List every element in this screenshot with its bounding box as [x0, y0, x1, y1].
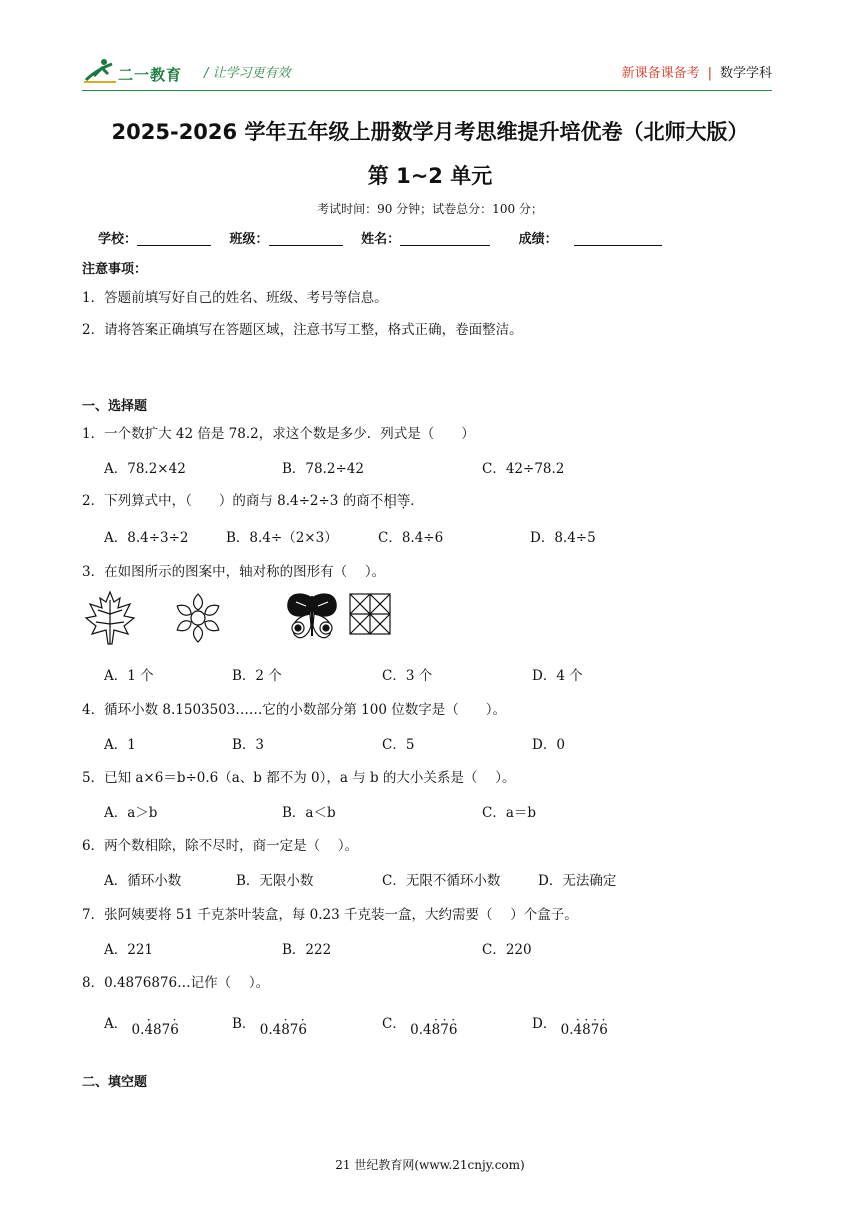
notice-heading: 注意事项：	[82, 262, 148, 277]
q8-option-d-label: D．	[532, 1016, 557, 1032]
q2-emphasis-char: 等	[396, 493, 411, 509]
header-separator: |	[707, 66, 712, 81]
q8-option-c[interactable]	[382, 1012, 458, 1038]
q7-option-a[interactable]: A．221	[104, 942, 154, 958]
header-divider	[82, 90, 772, 91]
digit: · 4	[144, 1022, 153, 1038]
pinwheel-figure	[350, 594, 390, 634]
q8-option-a-label: A．	[104, 1016, 128, 1032]
school-label: 学校：	[98, 232, 138, 247]
exam-info: 考试时间：90 分钟；试卷总分：100 分；	[317, 202, 543, 216]
notice-item: 1．答题前填写好自己的姓名、班级、考号等信息。	[82, 290, 388, 306]
q8-option-b[interactable]	[232, 1012, 307, 1038]
digit: .	[569, 1022, 574, 1038]
digit: 0	[560, 1022, 570, 1038]
notice-item: 2．请将答案正确填写在答题区域，注意书写工整，格式正确，卷面整洁。	[82, 322, 523, 338]
question-5: 5．已知 a×6＝b÷0.6（a、b 都不为 0），a 与 b 的大小关系是（ ）。	[82, 770, 516, 786]
class-label: 班级：	[229, 232, 269, 247]
question-1: 1．一个数扩大 42 倍是 78.2，求这个数是多少．列式是（ ）	[82, 426, 475, 442]
header-subject: 数学学科	[719, 66, 772, 81]
question-3: 3．在如图所示的图案中，轴对称的图形有（ ）。	[82, 564, 386, 580]
student-fields	[98, 228, 676, 247]
digit: · 7	[591, 1022, 600, 1038]
q5-option-c[interactable]: C．a＝b	[482, 805, 537, 821]
score-label: 成绩：	[518, 232, 558, 247]
maple-leaf-figure	[86, 592, 134, 644]
digit: · 6	[170, 1022, 179, 1038]
digit: · 6	[599, 1022, 608, 1038]
q8-option-c-label: C．	[382, 1016, 406, 1032]
name-blank[interactable]	[400, 231, 490, 246]
digit: 7	[289, 1022, 299, 1038]
digit: · 7	[440, 1022, 449, 1038]
q2-option-b[interactable]: B．8.4÷（2×3）	[226, 530, 338, 546]
question-6: 6．两个数相除，除不尽时，商一定是（ ）。	[82, 838, 359, 854]
logo-text: 二一教育	[118, 66, 183, 84]
digit: · 8	[432, 1022, 441, 1038]
q6-option-b[interactable]: B．无限小数	[236, 873, 314, 889]
q8-option-b-value	[260, 1022, 307, 1038]
digit: .	[140, 1022, 145, 1038]
q8-option-a[interactable]	[104, 1012, 179, 1038]
snowflake-figure	[175, 594, 221, 642]
digit: .	[268, 1022, 273, 1038]
q8-option-d[interactable]	[532, 1012, 608, 1038]
digit: 7	[161, 1022, 171, 1038]
q6-option-a[interactable]: A．循环小数	[104, 873, 182, 889]
class-blank[interactable]	[269, 231, 343, 246]
q8-option-b-label: B．	[232, 1016, 256, 1032]
digit: .	[418, 1022, 424, 1038]
digit: 0	[131, 1022, 141, 1038]
q8-option-c-value	[410, 1022, 457, 1038]
q3-option-a[interactable]: A．1 个	[104, 668, 154, 684]
q5-option-b[interactable]: B．a＜b	[282, 805, 336, 821]
section-heading-choice: 一、选择题	[82, 399, 148, 414]
q4-option-c[interactable]: C．5	[382, 737, 415, 753]
q3-option-d[interactable]: D．4 个	[532, 668, 583, 684]
brand-logo	[82, 56, 204, 88]
digit: · 4	[574, 1022, 583, 1038]
digit: · 6	[449, 1022, 458, 1038]
digit: 0	[259, 1022, 269, 1038]
q8-option-a-value	[132, 1022, 179, 1038]
section-heading-fill: 二、填空题	[82, 1075, 148, 1090]
question-7: 7．张阿姨要将 51 千克茶叶装盒，每 0.23 千克装一盒，大约需要（ ）个盒子。	[82, 907, 578, 923]
q3-option-b[interactable]: B．2 个	[232, 668, 282, 684]
q1-option-b[interactable]: B．78.2÷42	[282, 461, 364, 477]
slogan: / 让学习更有效	[204, 66, 291, 81]
q4-option-d[interactable]: D．0	[532, 737, 565, 753]
q4-option-a[interactable]: A．1	[104, 737, 136, 753]
q3-option-c[interactable]: C．3 个	[382, 668, 433, 684]
q2-emphasis-char: 相	[383, 493, 397, 509]
school-blank[interactable]	[137, 231, 211, 246]
runner-logo-icon	[82, 56, 118, 86]
q4-option-b[interactable]: B．3	[232, 737, 265, 753]
q2-stem-post: ．	[410, 493, 424, 509]
digit: 8	[153, 1022, 162, 1038]
digit: 4	[423, 1022, 432, 1038]
q2-option-a[interactable]: A．8.4÷3÷2	[104, 530, 189, 546]
q2-emphasis-char: 不	[369, 493, 384, 509]
q3-figures	[84, 590, 404, 650]
header-right	[622, 62, 772, 81]
score-blank[interactable]	[574, 231, 662, 246]
q2-option-d[interactable]: D．8.4÷5	[530, 530, 596, 546]
q1-option-c[interactable]: C．42÷78.2	[482, 461, 565, 477]
q6-option-d[interactable]: D．无法确定	[538, 873, 617, 889]
q5-option-a[interactable]: A．a＞b	[104, 805, 158, 821]
q6-option-c[interactable]: C．无限不循环小数	[382, 873, 501, 889]
exam-title: 2025-2026 学年五年级上册数学月考思维提升培优卷（北师大版）	[111, 120, 749, 144]
digit: 4	[272, 1022, 282, 1038]
name-label: 姓名：	[361, 232, 401, 247]
q1-option-a[interactable]: A．78.2×42	[104, 461, 186, 477]
digit: · 8	[582, 1022, 591, 1038]
page-footer: 21 世纪教育网(www.21cnjy.com)	[335, 1158, 525, 1172]
digit: · 6	[298, 1022, 307, 1038]
header-red-label: 新课备课备考	[621, 66, 700, 81]
q8-option-d-value	[561, 1022, 608, 1038]
butterfly-figure	[288, 594, 336, 638]
digit: · 8	[281, 1022, 290, 1038]
digit: 0	[410, 1022, 419, 1038]
exam-subtitle: 第 1~2 单元	[367, 164, 493, 188]
q7-option-b[interactable]: B．222	[282, 942, 332, 958]
question-2	[82, 489, 424, 509]
question-8: 8．0.4876876…记作（ ）。	[82, 975, 270, 991]
q7-option-c[interactable]: C．220	[482, 942, 532, 958]
q2-option-c[interactable]: C．8.4÷6	[378, 530, 444, 546]
question-4: 4．循环小数 8.1503503……它的小数部分第 100 位数字是（ ）。	[82, 702, 506, 718]
q2-stem-pre: 2．下列算式中，（ ）的商与 8.4÷2÷3 的商	[82, 493, 370, 509]
